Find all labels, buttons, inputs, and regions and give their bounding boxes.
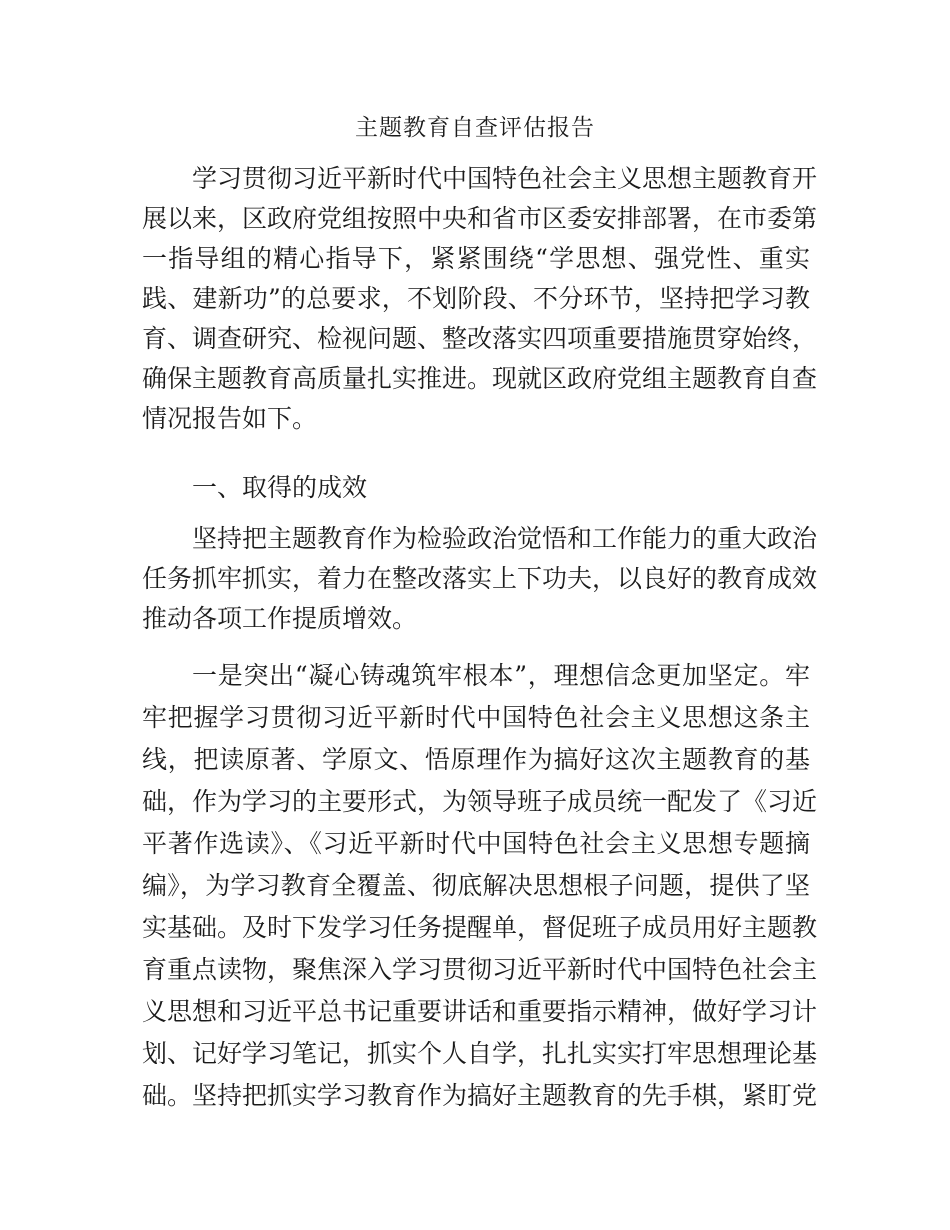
paragraph-line: 平著作选读》、《习近平新时代中国特色社会主义思想专题摘: [142, 829, 810, 858]
paragraph-line: 础，作为学习的主要形式，为领导班子成员统一配发了《习近: [142, 787, 818, 816]
paragraph-line: 划、记好学习笔记，抓实个人自学，扎扎实实打牢思想理论基: [142, 1039, 818, 1068]
paragraph-line: 任务抓牢抓实，着力在整改落实上下功夫，以良好的教育成效: [142, 564, 818, 593]
paragraph-line: 确保主题教育高质量扎实推进。现就区政府党组主题教育自查: [142, 364, 818, 393]
paragraph-line: 育重点读物，聚焦深入学习贯彻习近平新时代中国特色社会主: [142, 955, 818, 984]
paragraph-line: 学习贯彻习近平新时代中国特色社会主义思想主题教育开: [192, 164, 818, 193]
paragraph-line: 情况报告如下。: [142, 404, 318, 433]
paragraph-line: 一指导组的精心指导下，紧紧围绕“学思想、强党性、重实: [142, 244, 810, 273]
paragraph-line: 育、调查研究、检视问题、整改落实四项重要措施贯穿始终，: [142, 324, 818, 353]
paragraph-line: 坚持把主题教育作为检验政治觉悟和工作能力的重大政治: [192, 524, 818, 553]
paragraph-line: 义思想和习近平总书记重要讲话和重要指示精神，做好学习计: [142, 997, 818, 1026]
paragraph-line: 线，把读原著、学原文、悟原理作为搞好这次主题教育的基: [142, 745, 810, 774]
paragraph-line: 展以来，区政府党组按照中央和省市区委安排部署，在市委第: [142, 204, 818, 233]
paragraph-line: 一是突出“凝心铸魂筑牢根本”，理想信念更加坚定。牢: [192, 661, 810, 690]
paragraph-line: 实基础。及时下发学习任务提醒单，督促班子成员用好主题教: [142, 913, 818, 942]
section-heading: 一、取得的成效: [192, 473, 368, 502]
paragraph-line: 牢把握学习贯彻习近平新时代中国特色社会主义思想这条主: [142, 703, 810, 732]
paragraph-line: 推动各项工作提质增效。: [142, 604, 418, 633]
paragraph-line: 础。坚持把抓实学习教育作为搞好主题教育的先手棋，紧盯党: [142, 1081, 818, 1110]
document-title: 主题教育自查评估报告: [355, 115, 595, 141]
paragraph-line: 编》，为学习教育全覆盖、彻底解决思想根子问题，提供了坚: [142, 871, 810, 900]
paragraph-line: 践、建新功”的总要求，不划阶段、不分环节，坚持把学习教: [142, 284, 810, 313]
